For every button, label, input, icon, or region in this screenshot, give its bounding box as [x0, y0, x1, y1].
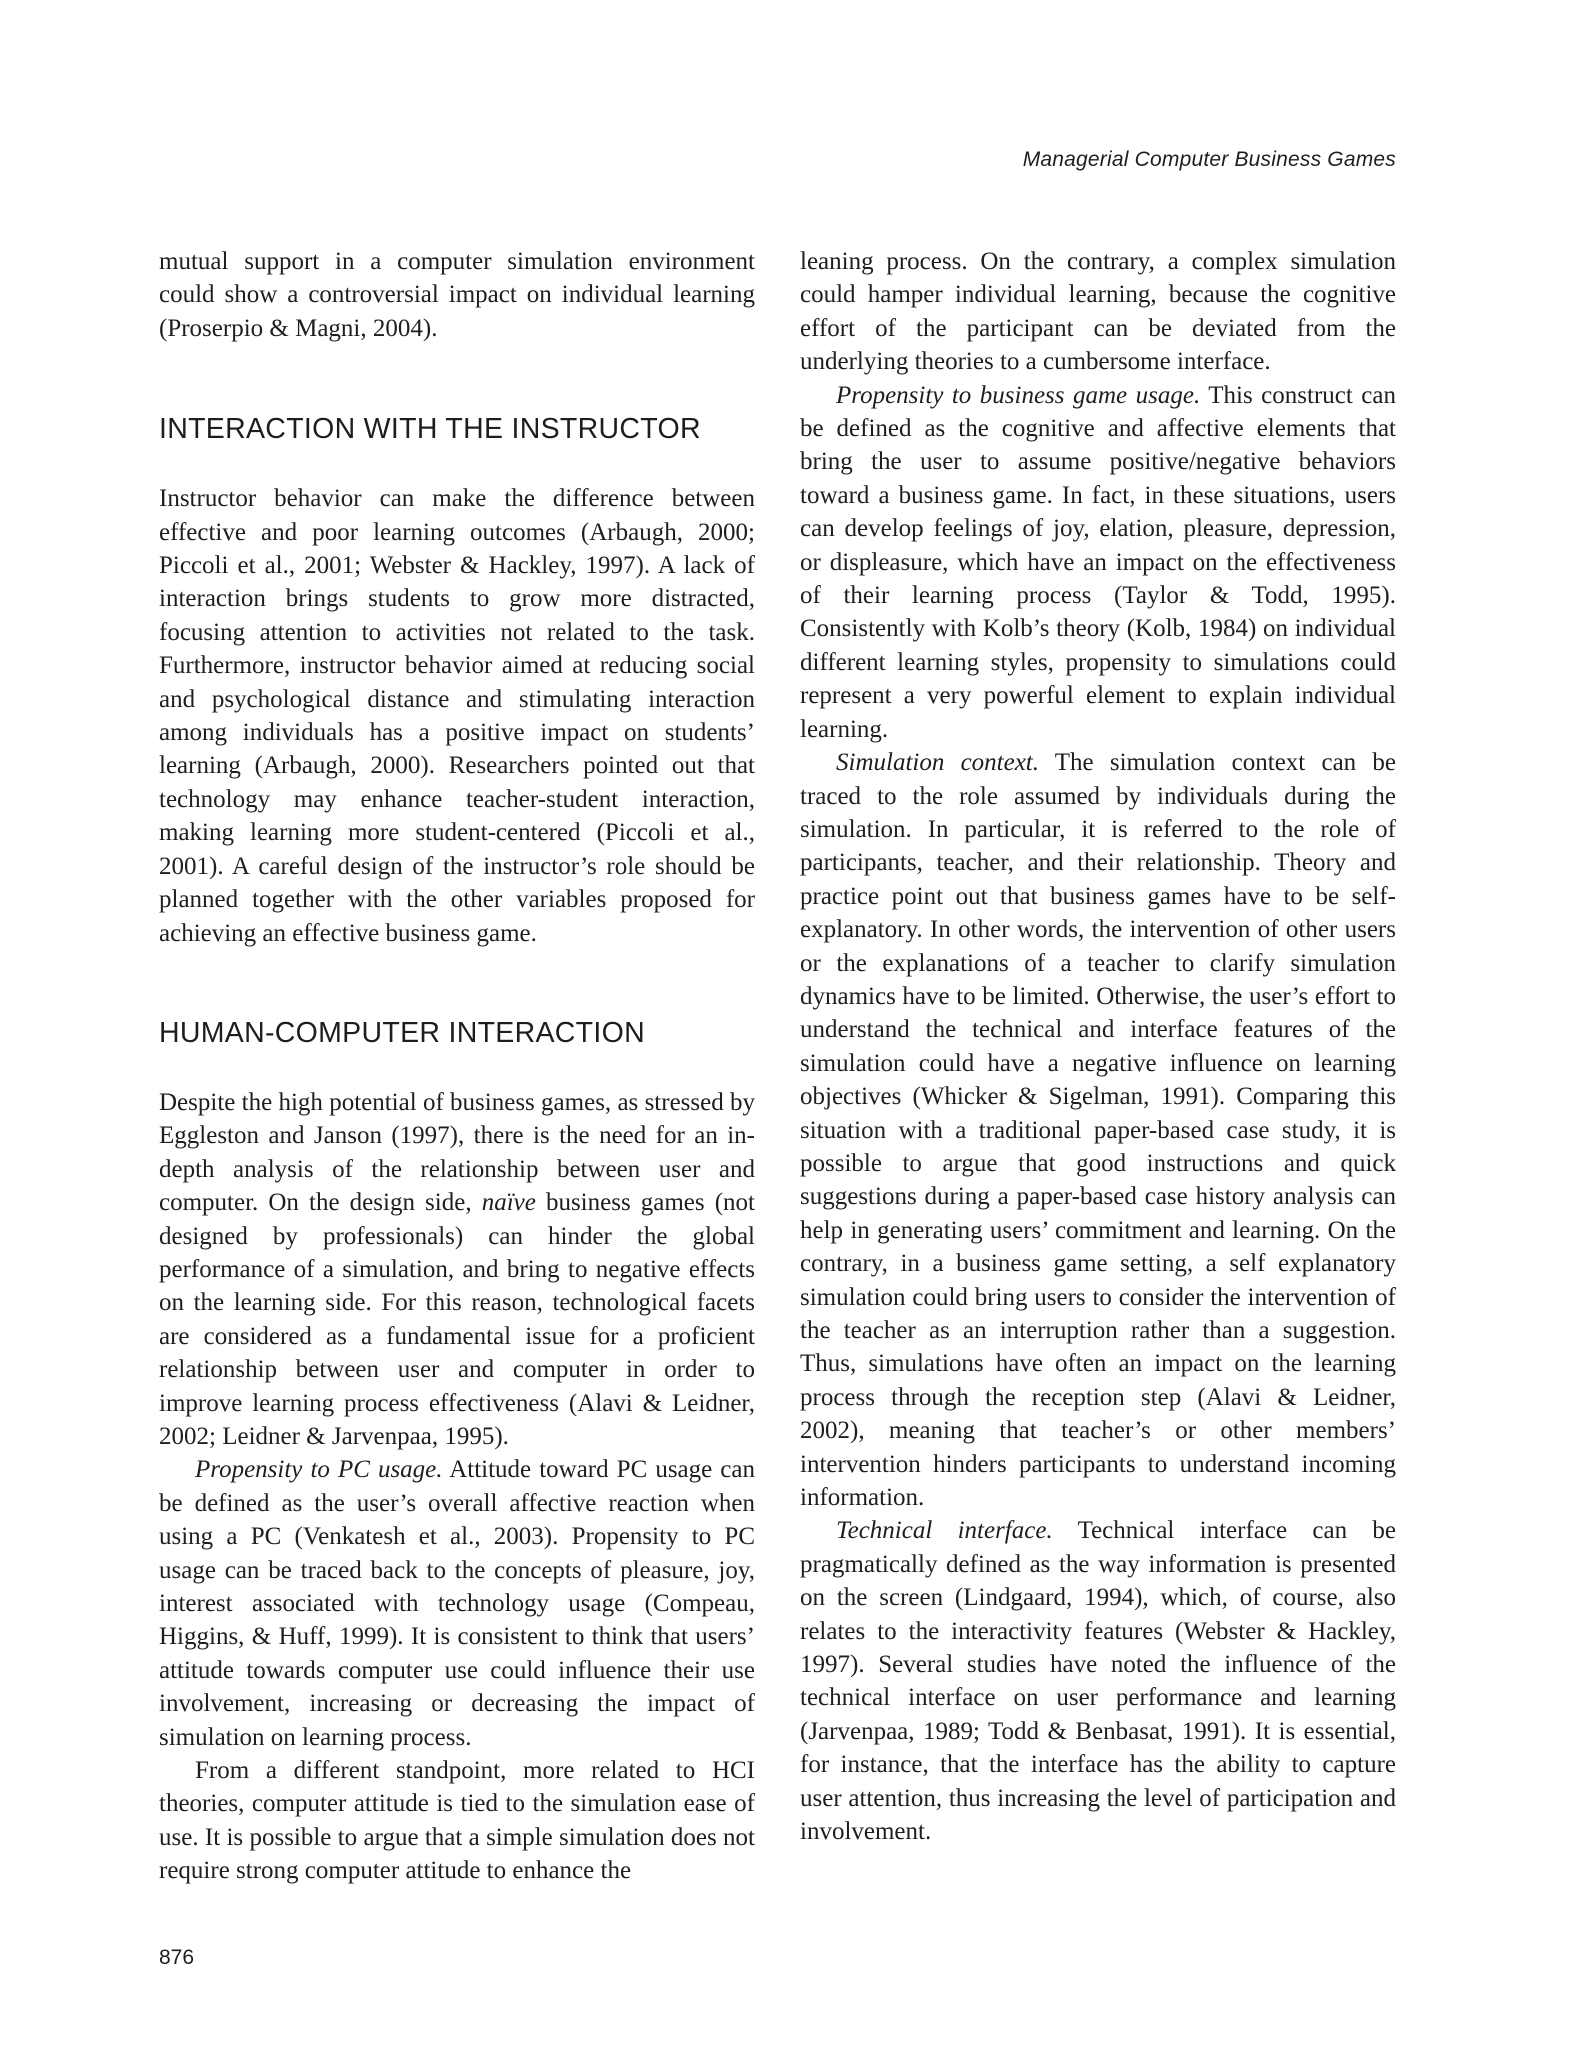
paragraph: leaning process. On the contrary, a complex simulation could hamper individual learning, because the cognitive effort of the participant can be deviated from the underlying theories to a cumbersome interface.: [800, 248, 1396, 376]
left-column: [159, 245, 755, 1888]
paragraph: mutual support in a computer simulation environment could show a controversial impact on individual learning (Proserpio & Magni, 2004).: [159, 248, 755, 342]
paragraph: Instructor behavior can make the difference between effective and poor learning outcomes (Arbaugh, 2000; Piccoli et al., 2001; Webster & Hackley, 1997). A lack of interaction brings students to grow more distracted, focusing attention to activities not related to the task. Furthermore, instructor behavior aimed at reducing social and psychological distance and stimulating interaction among individuals has a positive impact on students’ learning (Arbaugh, 2000). Researchers pointed out that technology may enhance teacher-student interaction, making learning more student-centered (Piccoli et al., 2001). A careful design of the instructor’s role should be planned together with the other variables proposed for achieving an effective business game.: [159, 485, 755, 947]
right-column: [800, 245, 1396, 1849]
paragraph-lead-in: Technical interface.: [836, 1517, 1053, 1545]
text-run: Despite the high potential of business games, as stressed by Eggleston and Janson (1997), there is the need for an in-depth analysis of the relationship between user and computer. On the design side,: [159, 1088, 755, 1217]
paragraph: [159, 1453, 755, 1754]
italic-term: naïve: [481, 1189, 536, 1217]
text-run: Technical interface can be pragmatically defined as the way information is presented on the screen (Lindgaard, 1994), which, of course, also relates to the interactivity features (Webster & Hackley, 1997). Several studies have noted the influence of the technical interface on user performance and learning (Jarvenpaa, 1989; Todd & Benbasat, 1991). It is essential, for instance, that the interface has the ability to capture user attention, thus increasing the level of participation and involvement.: [800, 1517, 1396, 1846]
paragraph-lead-in: Simulation context.: [836, 749, 1039, 777]
running-head: Managerial Computer Business Games: [1022, 148, 1396, 171]
paragraph: From a different standpoint, more related to HCI theories, computer attitude is tied to the simulation ease of use. It is possible to argue that a simple simulation does not require strong computer attitude to enhance the: [159, 1757, 755, 1885]
paragraph-lead-in: Propensity to business game usage.: [836, 381, 1201, 409]
paragraph-lead-in: Propensity to PC usage.: [195, 1456, 443, 1484]
section-heading-hci: HUMAN-COMPUTER INTERACTION: [159, 1016, 645, 1049]
section-heading-instructor: INTERACTION WITH THE INSTRUCTOR: [159, 413, 701, 446]
text-run: The simulation context can be traced to the role assumed by individuals during the simulation. In particular, it is referred to the role of participants, teacher, and their relationship. Theory and practice point out that business games have to be self-explanatory. In other words, the intervention of other users or the explanations of a teacher to clarify simulation dynamics have to be limited. Otherwise, the user’s effort to understand the technical and interface features of the simulation could have a negative influence on learning objectives (Whicker & Sigelman, 1991). Comparing this situation with a traditional paper-based case study, it is possible to argue that good instructions and quick suggestions during a paper-based case history analysis can help in generating users’ commitment and learning. On the contrary, in a business game setting, a self explanatory simulation could bring users to consider the intervention of the teacher as an interruption rather than a suggestion. Thus, simulations have often an impact on the learning process through the reception step (Alavi & Leidner, 2002), meaning that teacher’s or other members’ intervention hinders participants to understand incoming information.: [800, 749, 1396, 1512]
paragraph: [800, 1514, 1396, 1848]
text-run: This construct can be defined as the cognitive and affective elements that bring the user to assume positive/negative behaviors toward a business game. In fact, in these situations, users can develop feelings of joy, elation, pleasure, depression, or displeasure, which have an impact on the effectiveness of their learning process (Taylor & Todd, 1995). Consistently with Kolb’s theory (Kolb, 1984) on individual different learning styles, propensity to simulations could represent a very powerful element to explain individual learning.: [800, 381, 1396, 743]
paragraph: [800, 379, 1396, 746]
page-number: 876: [159, 1946, 195, 1969]
text-run: business games (not designed by professionals) can hinder the global performance of a simulation, and bring to negative effects on the learning side. For this reason, technological facets are considered as a fundamental issue for a proficient relationship between user and computer in order to improve learning process effectiveness (Alavi & Leidner, 2002; Leidner & Jarvenpaa, 1995).: [159, 1189, 756, 1450]
paragraph: [800, 746, 1396, 1514]
paragraph: [159, 1086, 755, 1453]
text-run: Attitude toward PC usage can be defined as the user’s overall affective reaction when using a PC (Venkatesh et al., 2003). Propensity to PC usage can be traced back to the concepts of pleasure, joy, interest associated with technology usage (Compeau, Higgins, & Huff, 1999). It is consistent to think that users’ attitude towards computer use could influence their use involvement, increasing or decreasing the impact of simulation on learning process.: [159, 1456, 755, 1751]
